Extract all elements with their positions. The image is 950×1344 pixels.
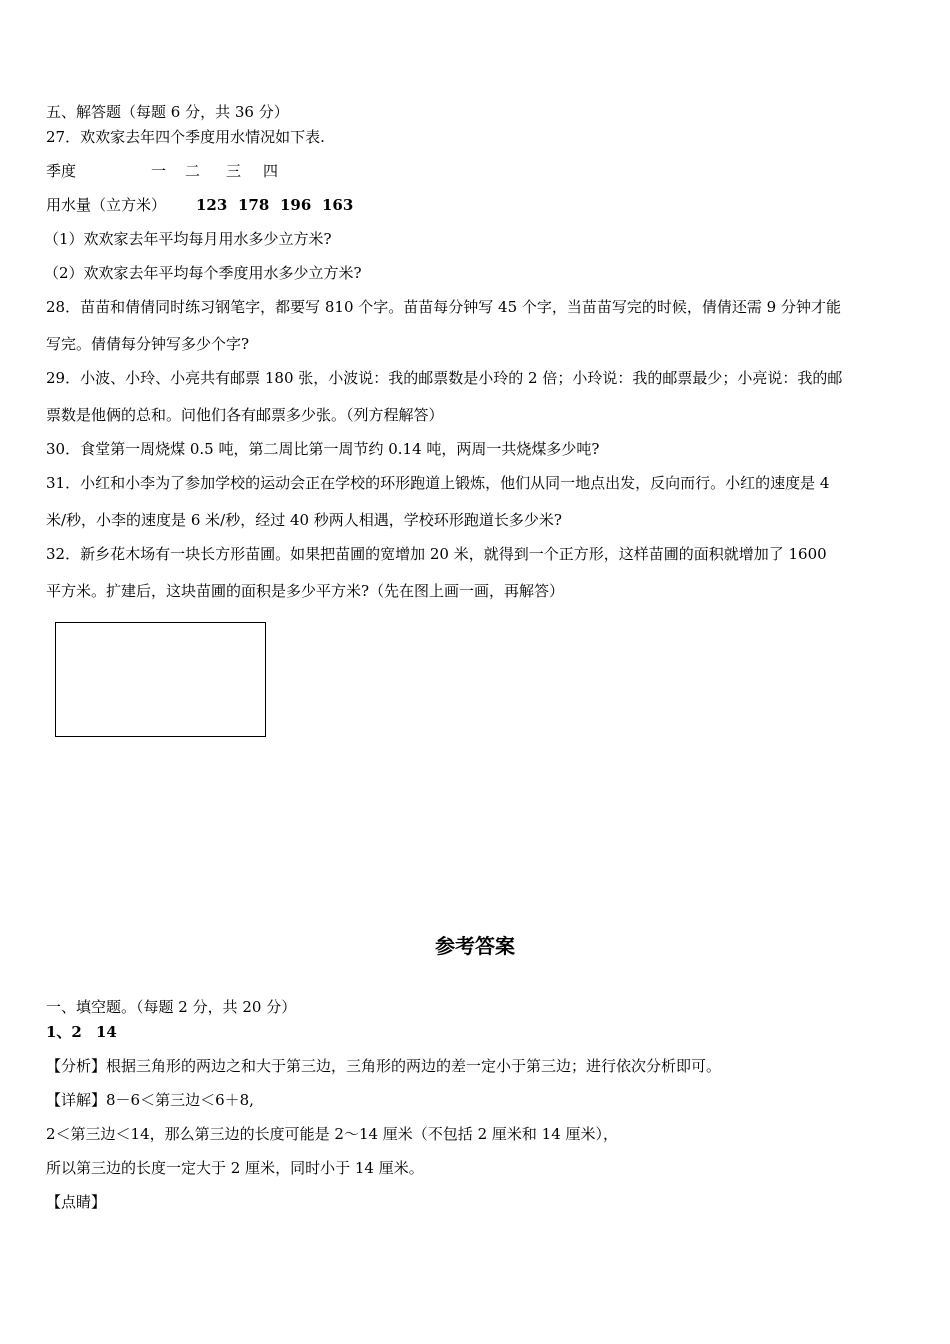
season-cell: 二: [185, 162, 201, 180]
question-27-sub2: （2）欢欢家去年平均每个季度用水多少立方米?: [44, 264, 362, 282]
question-31-line1: 31．小红和小李为了参加学校的运动会正在学校的环形跑道上锻炼，他们从同一地点出发，反向而行。小红的速度是 4: [46, 474, 830, 492]
season-cell: 三: [226, 162, 242, 180]
answers-section-heading: 一、填空题。（每题 2 分，共 20 分）: [46, 998, 297, 1016]
answers-title: 参考答案: [435, 934, 515, 958]
question-32-line2: 平方米。扩建后，这块苗圃的面积是多少平方米?（先在图上画一画，再解答）: [46, 582, 565, 600]
question-32-line1: 32．新乡花木场有一块长方形苗圃。如果把苗圃的宽增加 20 米，就得到一个正方形，这样苗圃的面积就增加了 1600: [46, 545, 827, 563]
answer-1-label: 1、2: [46, 1023, 82, 1041]
answer-detail-2: 2＜第三边＜14，那么第三边的长度可能是 2～14 厘米（不包括 2 厘米和 14 厘米），: [46, 1125, 619, 1143]
nursery-rectangle-figure: [55, 622, 266, 737]
section-heading: 五、解答题（每题 6 分，共 36 分）: [46, 103, 289, 121]
answer-detail: 【详解】8－6＜第三边＜6＋8,: [46, 1091, 254, 1109]
answer-comment: 【点睛】: [46, 1193, 107, 1211]
question-27-stem: 27．欢欢家去年四个季度用水情况如下表.: [46, 128, 325, 146]
answer-analysis: 【分析】根据三角形的两边之和大于第三边，三角形的两边的差一定小于第三边；进行依次分析即可。: [46, 1057, 722, 1075]
season-cell: 四: [263, 162, 279, 180]
table-header-label: 季度: [46, 162, 77, 180]
value-cell: 178: [238, 196, 270, 214]
question-28-line2: 写完。倩倩每分钟写多少个字?: [46, 335, 250, 353]
question-29-line1: 29．小波、小玲、小亮共有邮票 180 张，小波说：我的邮票数是小玲的 2 倍；小玲说：我的邮票最少；小亮说：我的邮: [46, 369, 843, 387]
question-27-sub1: （1）欢欢家去年平均每月用水多少立方米?: [44, 230, 332, 248]
question-28-line1: 28．苗苗和倩倩同时练习钢笔字，都要写 810 个字。苗苗每分钟写 45 个字，当苗苗写完的时候，倩倩还需 9 分钟才能: [46, 298, 841, 316]
season-cell: 一: [151, 162, 167, 180]
answer-detail-3: 所以第三边的长度一定大于 2 厘米，同时小于 14 厘米。: [46, 1159, 424, 1177]
question-30-line1: 30．食堂第一周烧煤 0.5 吨，第二周比第一周节约 0.14 吨，两周一共烧煤多少吨?: [46, 440, 600, 458]
value-cell: 163: [322, 196, 354, 214]
answer-1-value: 14: [96, 1023, 117, 1041]
value-cell: 123: [196, 196, 228, 214]
table-row-label: 用水量（立方米）: [46, 196, 167, 214]
question-29-line2: 票数是他俩的总和。问他们各有邮票多少张。（列方程解答）: [46, 406, 444, 424]
value-cell: 196: [280, 196, 312, 214]
question-31-line2: 米/秒，小李的速度是 6 米/秒，经过 40 秒两人相遇，学校环形跑道长多少米?: [46, 511, 562, 529]
